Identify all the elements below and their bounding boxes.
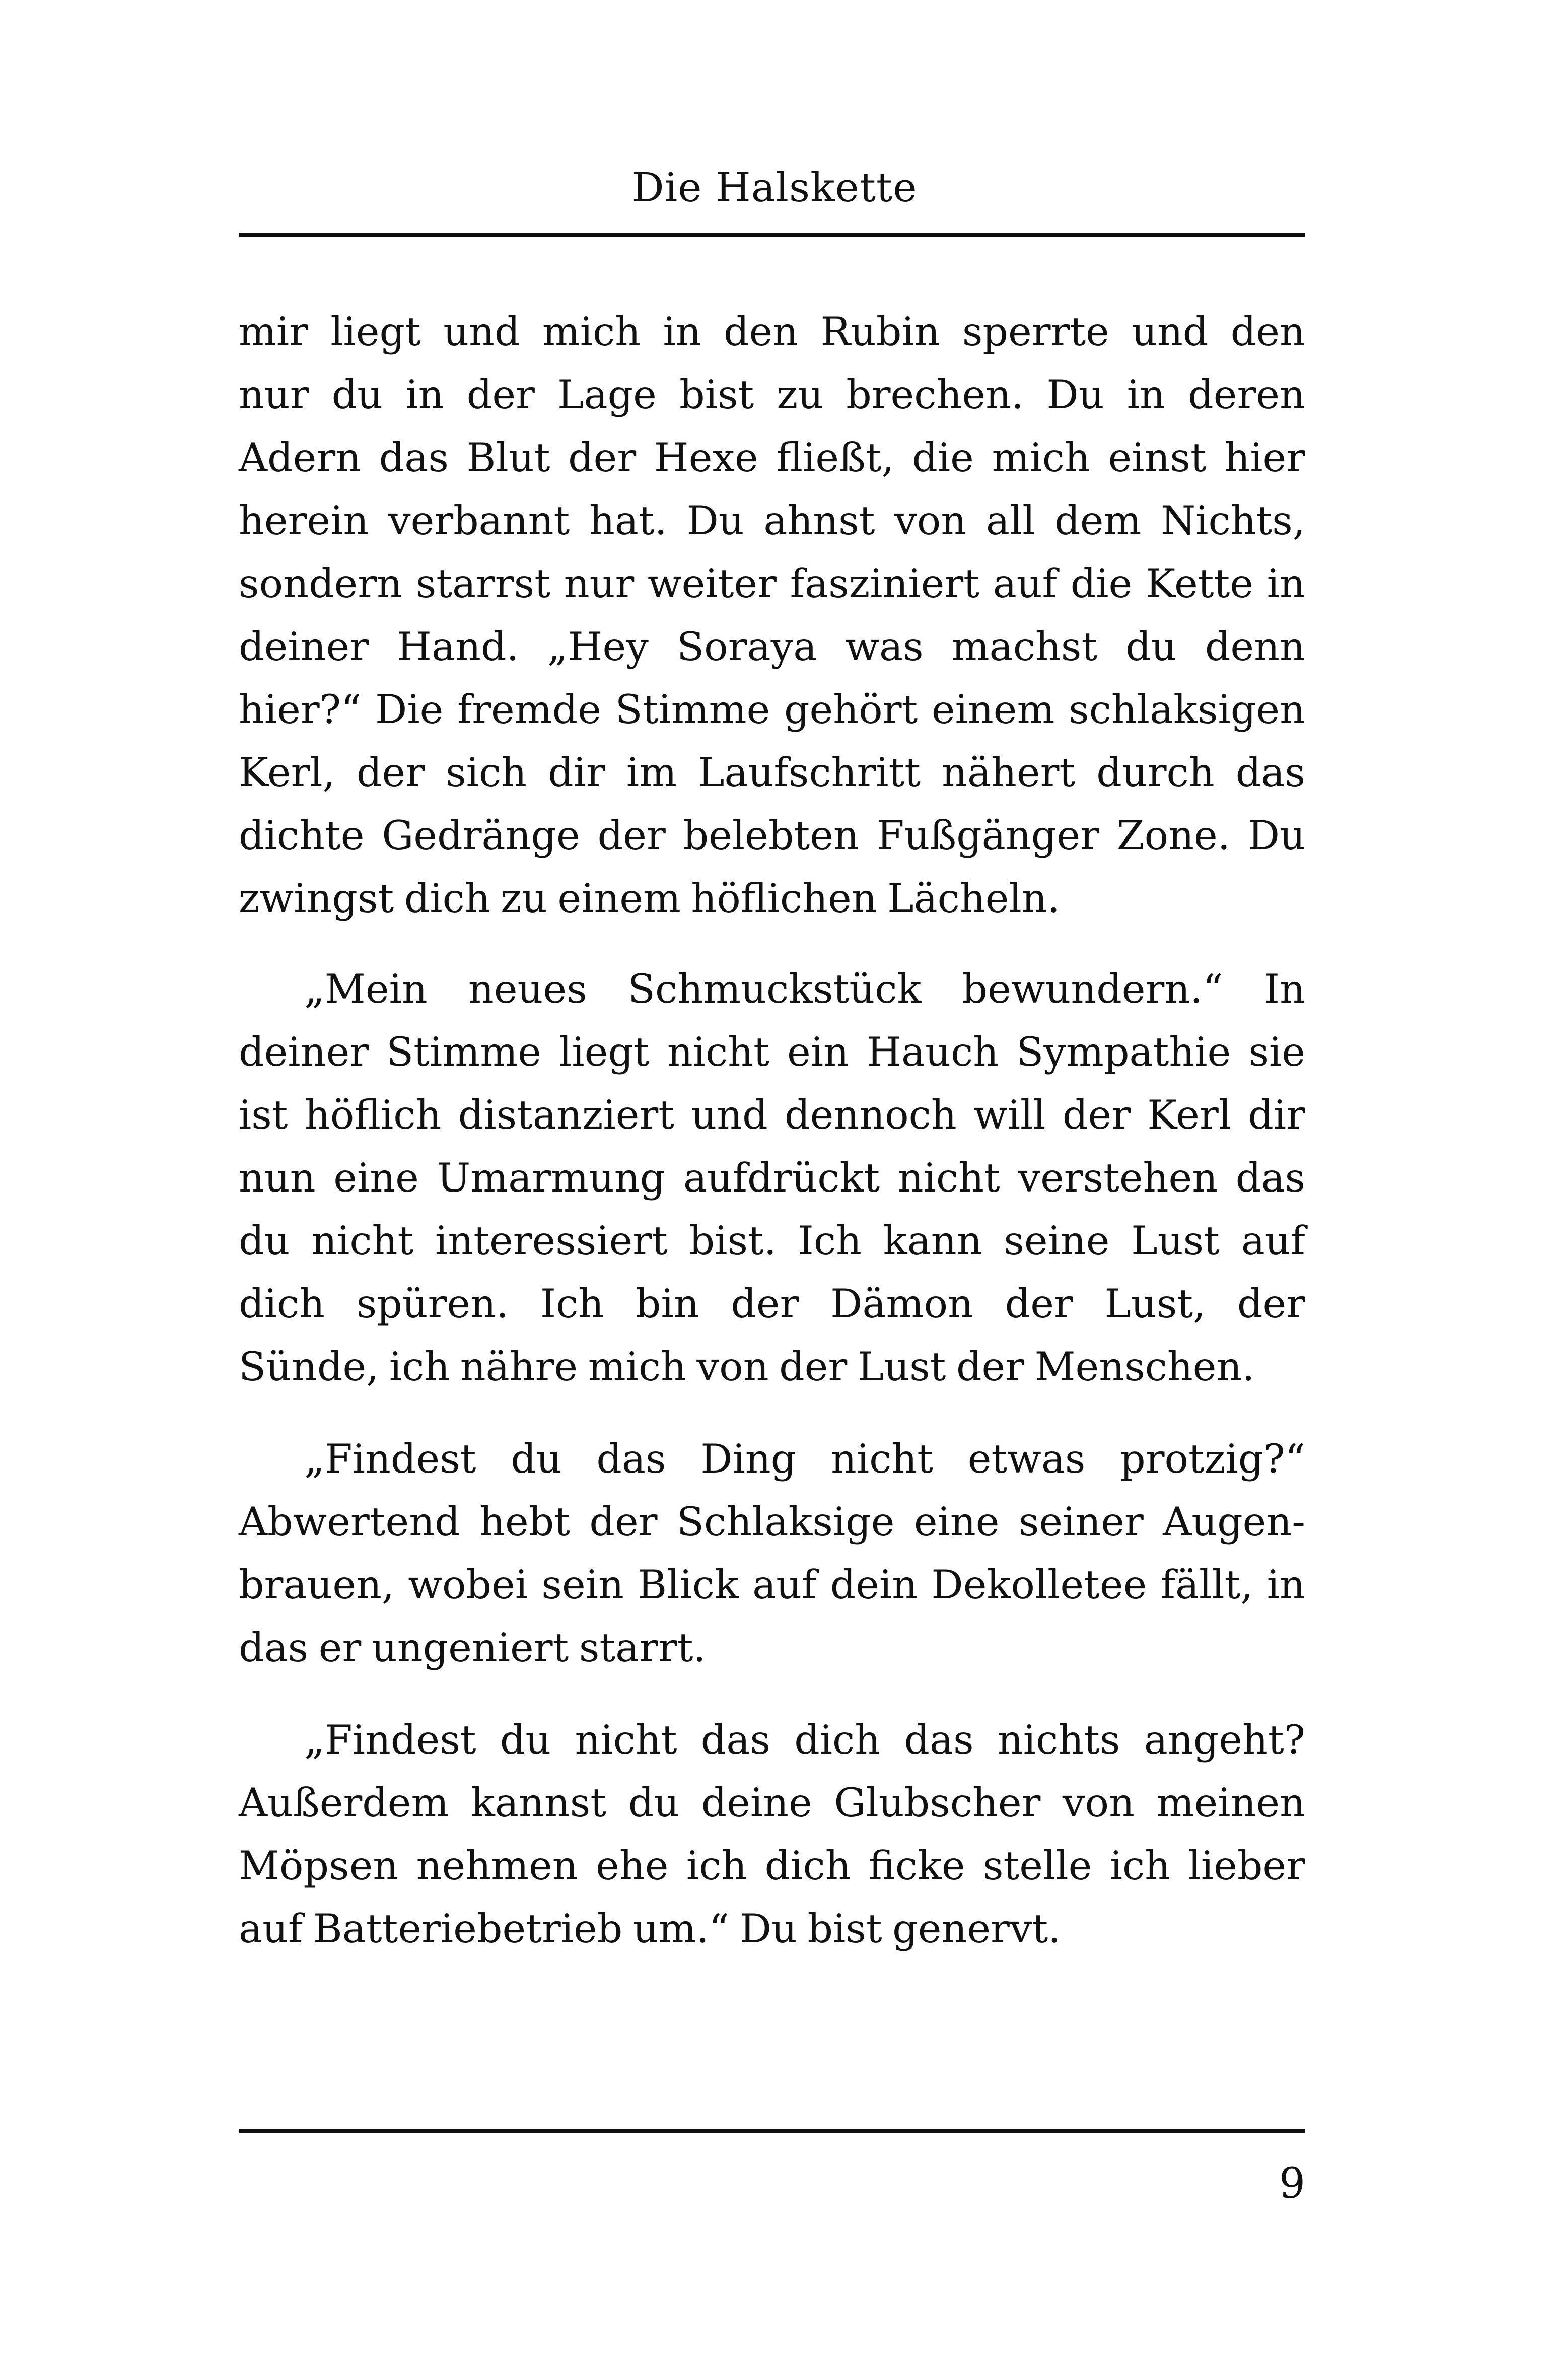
paragraph-3 bbox=[239, 1428, 1305, 1679]
text-line: Adern das Blut der Hexe fließt, die mich einst hier bbox=[239, 435, 1305, 481]
text-line: Kerl, der sich dir im Laufschritt nähert durch das bbox=[239, 749, 1305, 796]
text-line: Sünde, ich nähre mich von der Lust der Menschen. bbox=[239, 1344, 1255, 1390]
paragraph-4 bbox=[239, 1709, 1305, 1961]
text-line: das er ungeniert starrt. bbox=[239, 1625, 706, 1671]
text-line: dich spüren. Ich bin der Dämon der Lust, der bbox=[239, 1281, 1305, 1327]
text-line: du nicht interessiert bist. Ich kann seine Lust auf bbox=[239, 1218, 1305, 1264]
text-line: brauen, wobei sein Blick auf dein Dekolletee fällt, in bbox=[239, 1562, 1305, 1608]
footer-rule bbox=[239, 2129, 1305, 2133]
text-line: dichte Gedränge der belebten Fußgänger Zone. Du bbox=[239, 812, 1305, 859]
text-line: nur du in der Lage bist zu brechen. Du in deren bbox=[239, 372, 1305, 418]
header-rule bbox=[239, 233, 1305, 237]
text-line: herein verbannt hat. Du ahnst von all dem Nichts, bbox=[239, 498, 1305, 544]
text-line: „Findest du das Ding nicht etwas protzig?“ bbox=[304, 1436, 1305, 1482]
paragraph-1 bbox=[239, 301, 1305, 930]
text-line: zwingst dich zu einem höflichen Lächeln. bbox=[239, 875, 1060, 922]
text-line: deiner Hand. „Hey Soraya was machst du denn bbox=[239, 623, 1305, 670]
text-line: „Findest du nicht das dich das nichts angeht? bbox=[304, 1717, 1305, 1763]
text-line: deiner Stimme liegt nicht ein Hauch Sympathie sie bbox=[239, 1029, 1305, 1075]
text-line: Außerdem kannst du deine Glubscher von meinen bbox=[239, 1780, 1305, 1826]
text-line: nun eine Umarmung aufdrückt nicht verstehen das bbox=[239, 1155, 1305, 1201]
paragraph-2 bbox=[239, 958, 1305, 1398]
text-line: sondern starrst nur weiter fasziniert auf die Kette in bbox=[239, 561, 1305, 607]
text-line: mir liegt und mich in den Rubin sperrte und den bbox=[239, 309, 1305, 355]
text-line: Abwertend hebt der Schlaksige eine seiner Augen- bbox=[239, 1499, 1305, 1545]
text-line: auf Batteriebetrieb um.“ Du bist genervt. bbox=[239, 1906, 1061, 1952]
text-line: hier?“ Die fremde Stimme gehört einem schlaksigen bbox=[239, 686, 1305, 733]
text-line: „Mein neues Schmuckstück bewundern.“ In bbox=[304, 966, 1305, 1012]
text-line: Möpsen nehmen ehe ich dich ficke stelle ich lieber bbox=[239, 1843, 1305, 1889]
text-line: ist höflich distanziert und dennoch will der Kerl dir bbox=[239, 1092, 1305, 1138]
running-header-title: Die Halskette bbox=[631, 164, 918, 211]
page-number: 9 bbox=[1279, 2160, 1305, 2208]
